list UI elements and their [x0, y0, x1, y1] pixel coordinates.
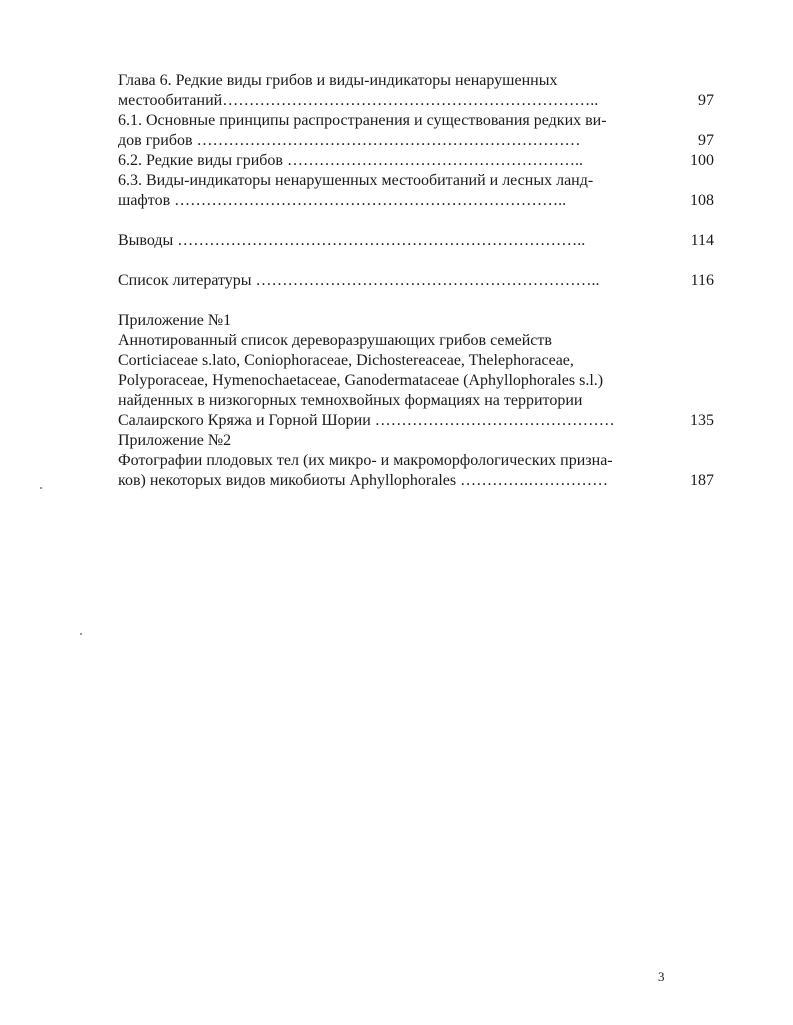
toc-entry-text: Глава 6. Редкие виды грибов и виды-индикаторы ненарушенных	[118, 72, 558, 89]
spacer	[118, 291, 718, 311]
toc-page-number: 187	[690, 472, 714, 489]
table-of-contents	[118, 71, 718, 491]
toc-entry-text-end: дов грибов ………………………………………………………………	[118, 132, 581, 149]
toc-entry-text	[118, 271, 714, 291]
toc-entry-appendix-1	[118, 311, 718, 431]
toc-page-number: 100	[690, 152, 714, 169]
toc-entry-text-end: Выводы …………………………………………………………………..	[118, 232, 586, 249]
toc-entry-text: Фотографии плодовых тел (их микро- и макроморфологических призна-	[118, 452, 613, 469]
toc-entry-text	[118, 131, 714, 151]
toc-entry-section-6-2	[118, 151, 718, 171]
toc-entry-text	[118, 231, 714, 251]
toc-page-number: 135	[690, 412, 714, 429]
toc-entry-text-end: Список литературы ………………………………………………………..	[118, 272, 600, 289]
toc-entry-text	[118, 191, 714, 211]
toc-entry-section-6-1	[118, 111, 718, 151]
toc-page-number: 114	[690, 232, 714, 249]
toc-entry-text: Аннотированный список дереворазрушающих грибов семейств	[118, 332, 552, 349]
toc-entry-text: Polyporaceae, Hymenochaetaceae, Ganodermataceae (Aphyllophorales s.l.)	[118, 372, 604, 389]
spacer	[118, 211, 718, 231]
toc-entry-appendix-2	[118, 431, 718, 491]
toc-entry-chapter-6	[118, 71, 718, 111]
toc-page-number: 97	[698, 132, 714, 149]
toc-page-number: 108	[690, 192, 714, 209]
page-number: 3	[658, 969, 665, 984]
toc-entry-text	[118, 91, 714, 111]
toc-entry-text-end: местообитаний……………………………………………………………..	[118, 92, 599, 109]
toc-entry-text: Corticiaceae s.lato, Coniophoraceae, Dichostereaceae, Thelephoraceae,	[118, 352, 574, 369]
toc-entry-text-end: ков) некоторых видов микобиоты Aphyllophorales ………….……………	[118, 472, 609, 489]
toc-entry-text	[118, 411, 714, 431]
toc-entry-text: 6.1. Основные принципы распространения и существования редких ви-	[118, 112, 607, 129]
spacer	[118, 251, 718, 271]
toc-appendix-title: Приложение №1	[118, 312, 232, 329]
toc-entry-text	[118, 151, 714, 171]
scan-speck	[80, 633, 82, 635]
toc-entry-text-end: Салаирского Кряжа и Горной Шории ………………………………………	[118, 412, 615, 429]
toc-entry-text: найденных в низкогорных темнохвойных формациях на территории	[118, 392, 583, 409]
toc-entry-references	[118, 271, 718, 291]
toc-entry-text	[118, 471, 714, 491]
scan-speck	[40, 487, 42, 489]
toc-appendix-title: Приложение №2	[118, 432, 232, 449]
toc-entry-text-end: шафтов ………………………………………………………………..	[118, 192, 567, 209]
toc-entry-text-end: 6.2. Редкие виды грибов ………………………………………………..	[118, 152, 583, 169]
toc-entry-text: 6.3. Виды-индикаторы ненарушенных местообитаний и лесных ланд-	[118, 172, 594, 189]
toc-entry-conclusions	[118, 231, 718, 251]
toc-page-number: 116	[690, 272, 714, 289]
toc-entry-section-6-3	[118, 171, 718, 211]
toc-page-number: 97	[698, 92, 714, 109]
